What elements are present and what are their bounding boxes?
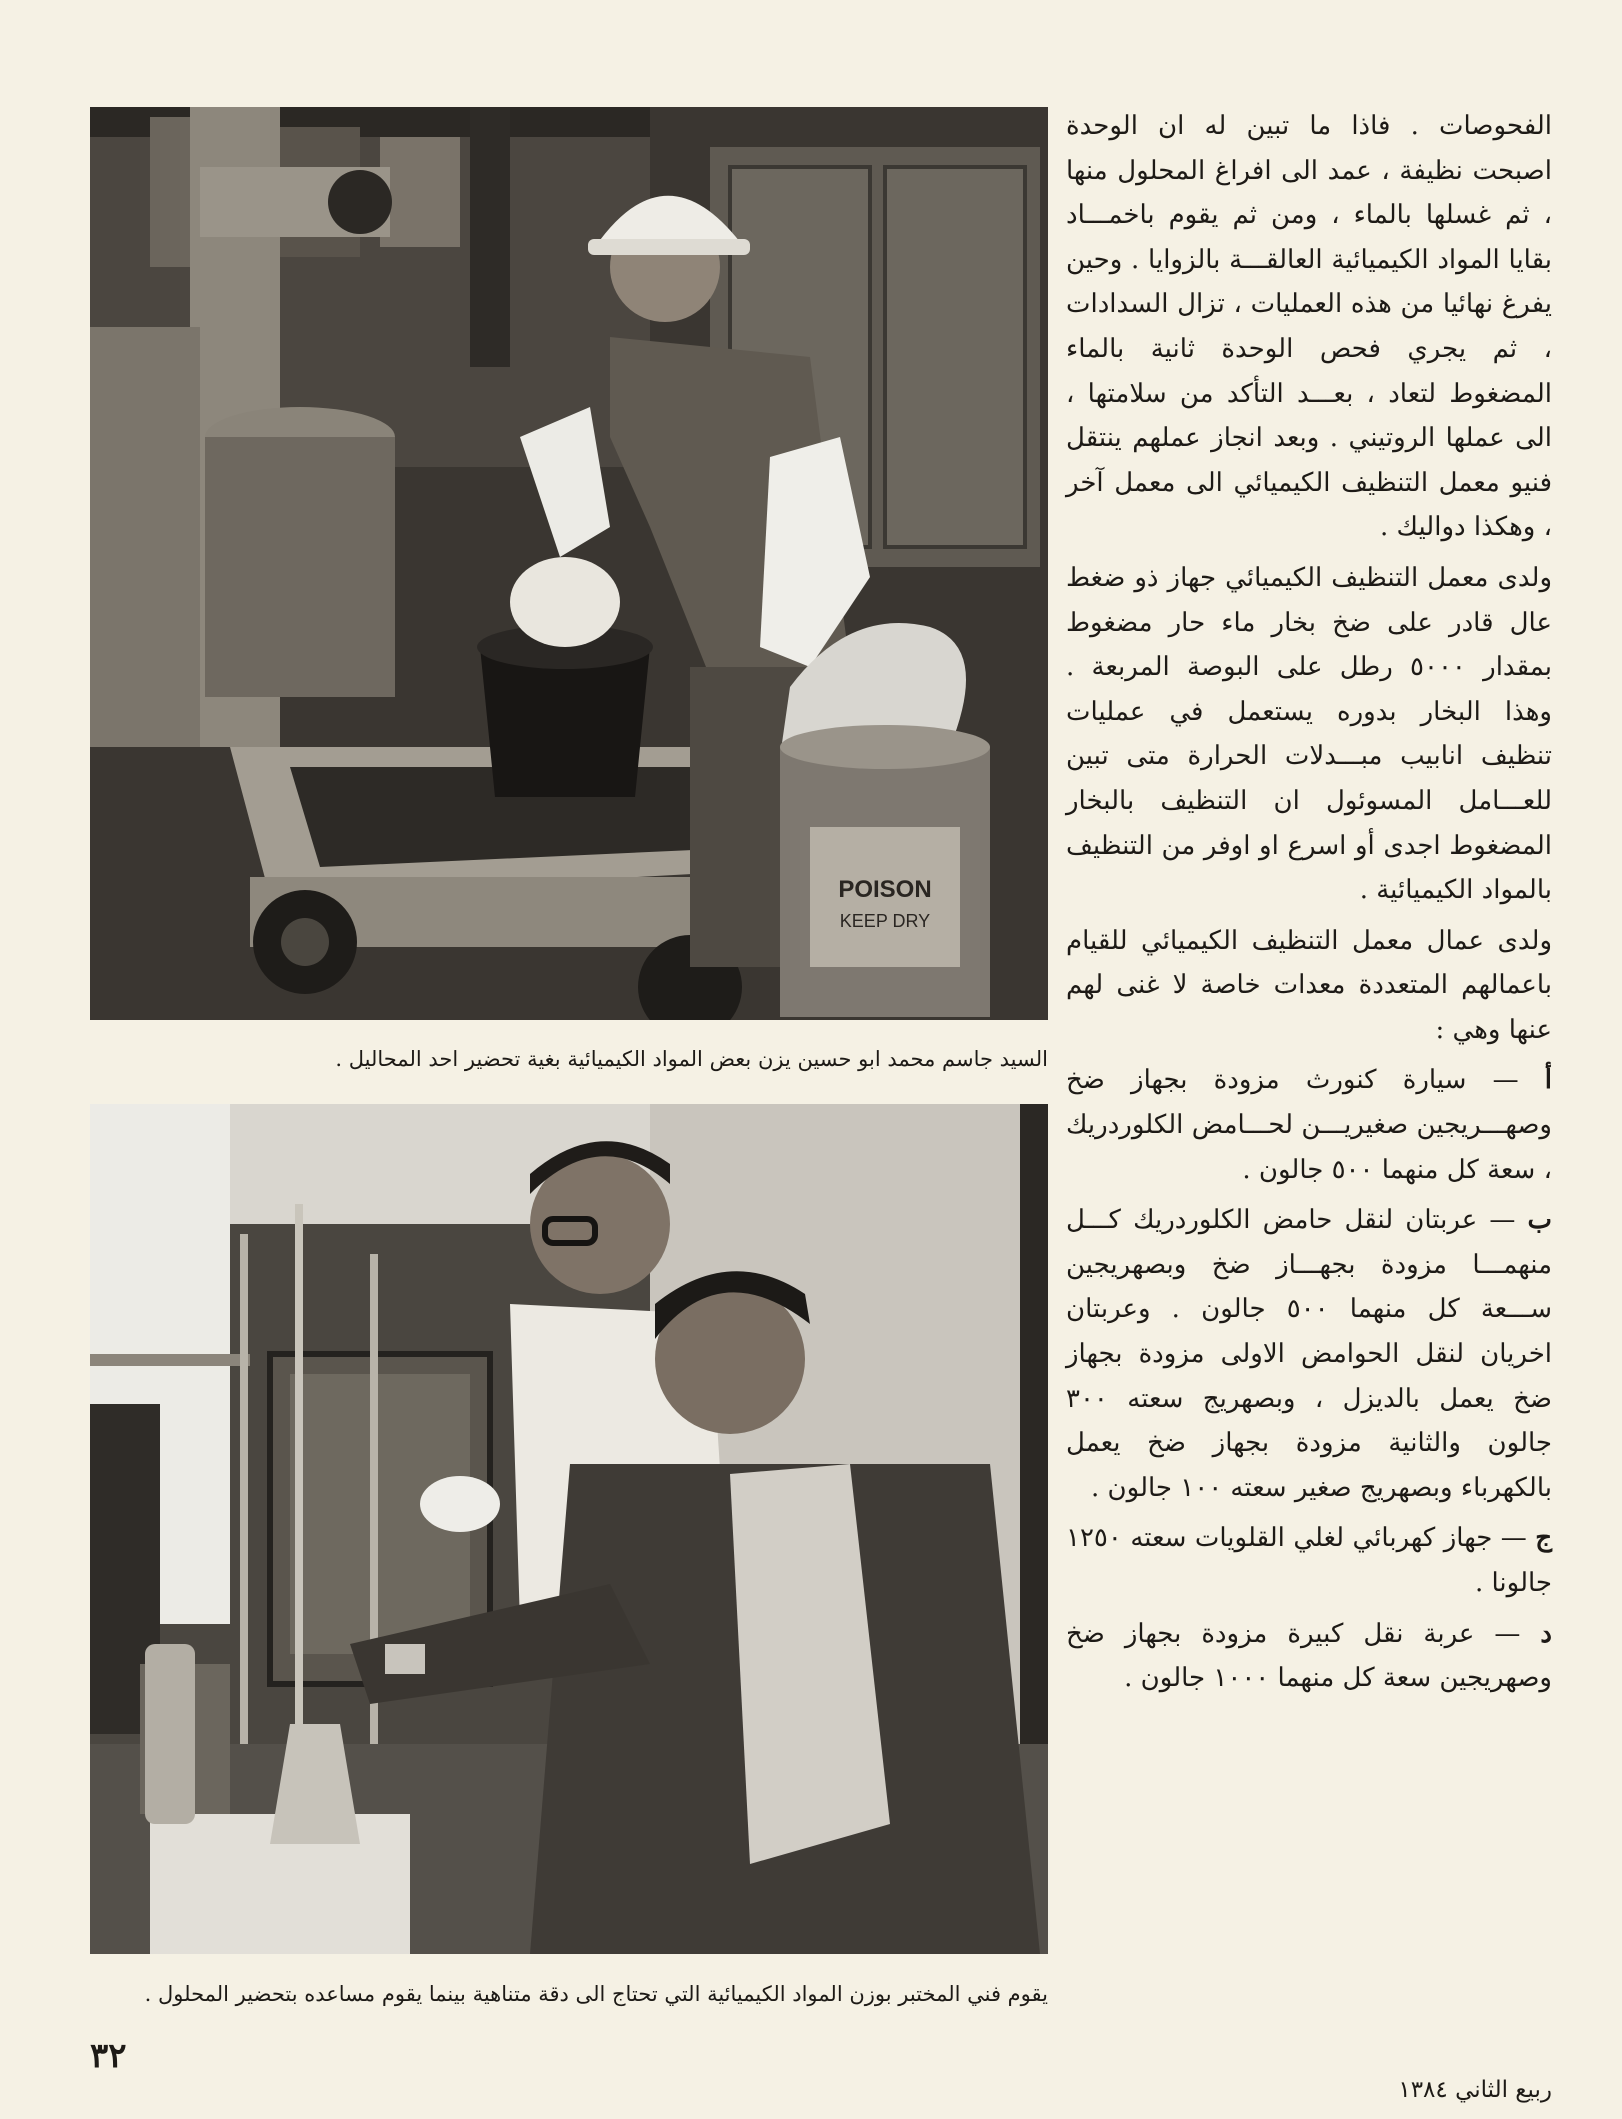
article-paragraph: الفحوصات . فاذا ما تبين له ان الوحدة اصبحت نظيفة ، عمد الى افراغ المحلول منها ، ثم غسلها بالماء ، ومن ثم يقوم باخمـــاد بقايا المواد الكيميائية العالقـــة بالزوايا . وحين يفرغ نهائيا من هذه العمليات ، تزال السدادات ، ثم يجري فحص الوحدة ثانية بالماء المضغوط لتعاد ، بعـــد التأكد من سلامتها ، الى عملها الروتيني . وبعد انجاز عملهم ينتقل فنيو معمل التنظيف الكيميائي الى معمل آخر ، وهكذا دواليك . xyxy=(1066,111,1552,543)
article-text-column xyxy=(1066,104,1552,1707)
item-marker: ج xyxy=(1535,1523,1552,1554)
item-text: — جهاز كهربائي لغلي القلويات سعته ١٢٥٠ جالونا . xyxy=(1066,1523,1552,1598)
item-marker: ب xyxy=(1527,1205,1552,1236)
photo-caption-bottom: يقوم فني المختبر بوزن المواد الكيميائية التي تحتاج الى دقة متناهية بينما يقوم مساعده بتحضير المحلول . xyxy=(144,1982,1048,2006)
photo-worker-weighing-chemicals xyxy=(90,107,1048,1020)
item-marker: د xyxy=(1540,1618,1552,1649)
photo-caption-top: السيد جاسم محمد ابو حسين يزن بعض المواد الكيميائية بغية تحضير احد المحاليل . xyxy=(335,1047,1048,1071)
page-number: ٣٢ xyxy=(90,2036,127,2076)
drum-label-keep-dry: KEEP DRY xyxy=(839,911,931,931)
issue-date: ربيع الثاني ١٣٨٤ xyxy=(1398,2077,1552,2103)
drum-label-poison: POISON xyxy=(838,876,932,903)
photo-worker-illustration xyxy=(90,107,1048,1020)
photo-lab-illustration xyxy=(90,1104,1048,1954)
item-marker: أ xyxy=(1544,1065,1552,1096)
item-text: — عربتان لنقل حامض الكلوردريك كـــل منهمـــا مزودة بجهـــاز ضخ وبصهريجين ســـعة كل منهما ٥٠٠ جالون . وعربتان اخريان لنقل الحوامض الاولى مزودة بجهاز ضخ يعمل بالديزل ، وبصهريج سعته ٣٠٠ جالون والثانية مزودة بجهاز ضخ يعمل بالكهرباء وبصهريج صغير سعته ١٠٠ جالون . xyxy=(1066,1205,1552,1503)
item-text: — سيارة كنورث مزودة بجهاز ضخ وصهـــريجين صغيريـــن لحـــامض الكلوردريك ، سعة كل منهما ٥٠٠ جالون . xyxy=(1066,1065,1552,1185)
article-paragraph: ولدى معمل التنظيف الكيميائي جهاز ذو ضغط عال قادر على ضخ بخار ماء حار مضغوط بمقدار ٥٠٠٠ رطل على البوصة المربعة . وهذا البخار بدوره يستعمل في عمليات تنظيف انابيب مبـــدلات الحرارة متى تبين للعـــامل المسوئول ان التنظيف بالبخار المضغوط اجدى أو اسرع او اوفر من التنظيف بالمواد الكيميائية . xyxy=(1066,562,1552,906)
equipment-item-b xyxy=(1066,1198,1552,1510)
item-text: — عربة نقل كبيرة مزودة بجهاز ضخ وصهريجين سعة كل منهما ١٠٠٠ جالون . xyxy=(1066,1618,1552,1694)
equipment-item-a xyxy=(1066,1058,1552,1192)
article-paragraph: ولدى عمال معمل التنظيف الكيميائي للقيام باعمالهم المتعددة معدات خاصة لا غنى لهم عنها وهي : xyxy=(1066,925,1552,1045)
photo-lab-technicians xyxy=(90,1104,1048,1954)
equipment-item-c xyxy=(1066,1516,1552,1605)
equipment-item-d xyxy=(1066,1612,1552,1701)
